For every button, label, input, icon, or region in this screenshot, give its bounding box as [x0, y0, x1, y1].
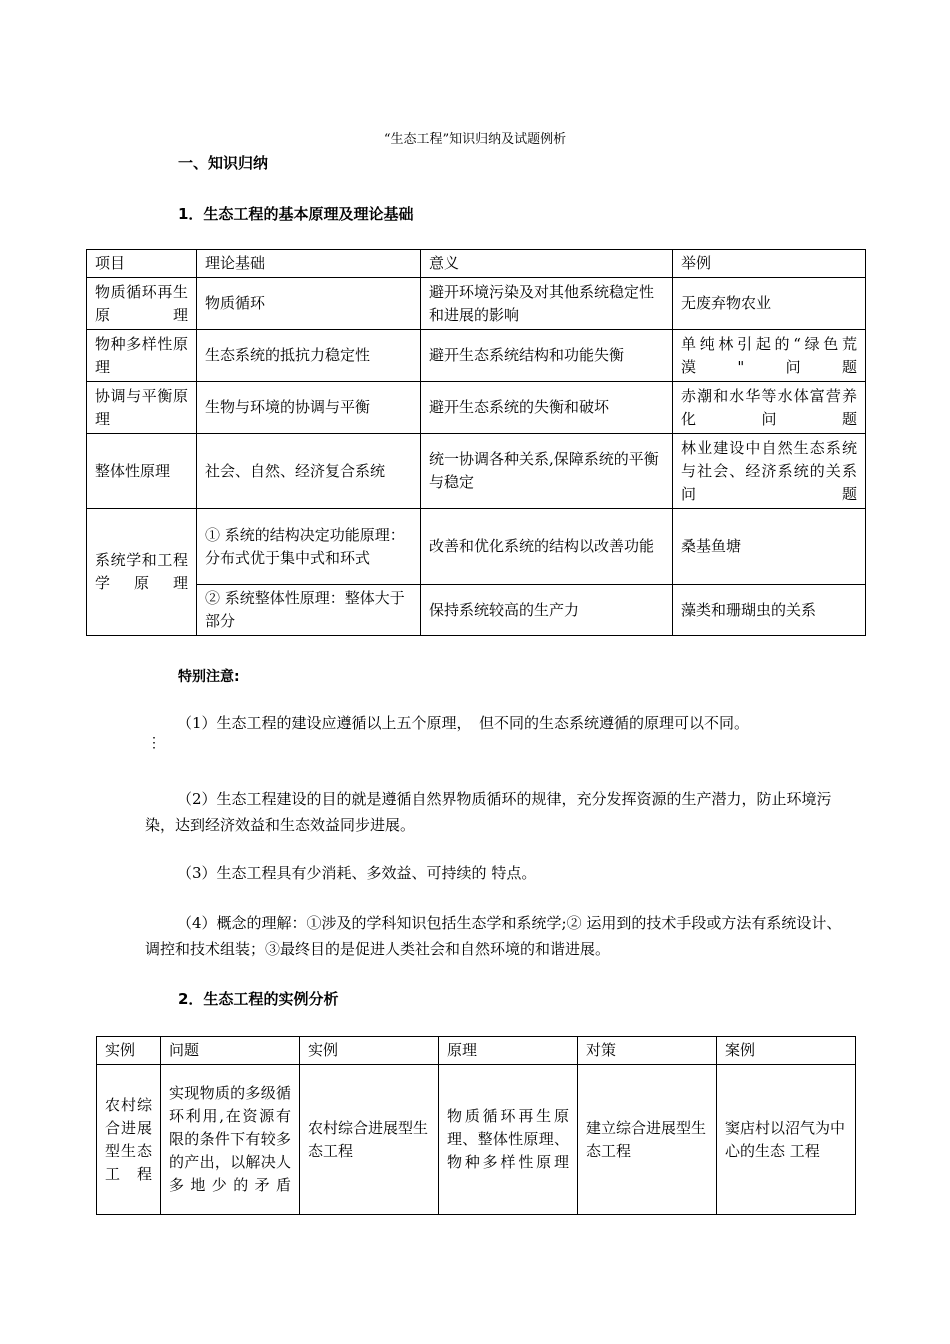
cell-example: 桑基鱼塘	[673, 509, 866, 585]
note-paragraph	[145, 910, 845, 962]
cell-measure: 建立综合进展型生态工程	[578, 1065, 717, 1215]
document-title: “生态工程”知识归纳及试题例析	[383, 132, 567, 147]
note-paragraph	[145, 860, 845, 886]
table-header-row	[97, 1037, 856, 1065]
cell-basis: 物质循环	[197, 278, 421, 330]
cell-basis: ② 系统整体性原理：整体大于部分	[197, 585, 421, 636]
cell-meaning: 避开生态系统结构和功能失衡	[421, 330, 673, 382]
cell-item: 系统学和工程学原理	[87, 509, 197, 636]
cell-item: 物质循环再生原理	[87, 278, 197, 330]
cell-basis: 生态系统的抵抗力稳定性	[197, 330, 421, 382]
cell-principle: 物质循环再生原理、整体性原理、物种多样性原理	[439, 1065, 578, 1215]
cell-item: 物种多样性原理	[87, 330, 197, 382]
header-cell: 项目	[87, 250, 197, 278]
cell-meaning: 避开环境污染及对其他系统稳定性和进展的影响	[421, 278, 673, 330]
note-paragraph	[145, 710, 845, 736]
header-cell: 原理	[439, 1037, 578, 1065]
cell-example: 林业建设中自然生态系统与社会、经济系统的关系问题	[673, 434, 866, 509]
note-text: （2）生态工程建设的目的就是遵循自然界物质循环的规律，充分发挥资源的生产潜力，防止环境污染，达到经济效益和生态效益同步进展。	[145, 790, 832, 834]
special-note-title: 特别注意:	[178, 669, 240, 685]
table-header-row	[87, 250, 866, 278]
cell-problem: 实现物质的多级循环利用,在资源有限的条件下有较多的产出，以解决人多地少的矛盾	[161, 1065, 300, 1215]
cell-item: 整体性原理	[87, 434, 197, 509]
table-row	[87, 278, 866, 330]
cell-case: 农村综合进展型生态工程	[97, 1065, 161, 1215]
header-cell: 实例	[97, 1037, 161, 1065]
ellipsis-mark: ⋮	[147, 735, 161, 751]
header-cell: 举例	[673, 250, 866, 278]
cell-meaning: 改善和优化系统的结构以改善功能	[421, 509, 673, 585]
cell-basis: 社会、自然、经济复合系统	[197, 434, 421, 509]
cell-basis: ① 系统的结构决定功能原理：分布式优于集中式和环式	[197, 509, 421, 585]
cell-instance: 农村综合进展型生态工程	[300, 1065, 439, 1215]
subheading-principles: 1．生态工程的基本原理及理论基础	[178, 205, 414, 223]
header-cell: 案例	[717, 1037, 856, 1065]
cell-basis: 生物与环境的协调与平衡	[197, 382, 421, 434]
table-row	[97, 1065, 856, 1215]
cell-example: 无废弃物农业	[673, 278, 866, 330]
subheading-case-analysis: 2．生态工程的实例分析	[178, 990, 339, 1008]
header-cell: 问题	[161, 1037, 300, 1065]
table-row	[87, 330, 866, 382]
header-cell: 理论基础	[197, 250, 421, 278]
header-cell: 意义	[421, 250, 673, 278]
table-row	[87, 585, 866, 636]
note-text: （4）概念的理解：①涉及的学科知识包括生态学和系统学;② 运用到的技术手段或方法有系统设计、调控和技术组装；③最终目的是促进人类社会和自然环境的和谐进展。	[145, 914, 842, 958]
cell-example: 窦店村以沼气为中心的生态 工程	[717, 1065, 856, 1215]
section-heading-knowledge: 一、知识归纳	[178, 154, 269, 172]
cell-example: 赤潮和水华等水体富营养化问题	[673, 382, 866, 434]
table-row	[87, 434, 866, 509]
cell-meaning: 保持系统较高的生产力	[421, 585, 673, 636]
cell-example: 藻类和珊瑚虫的关系	[673, 585, 866, 636]
note-text: （1）生态工程的建设应遵循以上五个原理， 但不同的生态系统遵循的原理可以不同。	[177, 714, 750, 732]
cell-meaning: 避开生态系统的失衡和破坏	[421, 382, 673, 434]
cell-item: 协调与平衡原理	[87, 382, 197, 434]
header-cell: 对策	[578, 1037, 717, 1065]
table-row	[87, 382, 866, 434]
case-table	[96, 1036, 856, 1215]
cell-example: 单纯林引起的“绿色荒漠"问题	[673, 330, 866, 382]
table-row	[87, 509, 866, 585]
principles-table	[86, 249, 866, 636]
note-paragraph	[145, 786, 845, 838]
header-cell: 实例	[300, 1037, 439, 1065]
note-text: （3）生态工程具有少消耗、多效益、可持续的 特点。	[177, 864, 537, 882]
cell-meaning: 统一协调各种关系,保障系统的平衡与稳定	[421, 434, 673, 509]
